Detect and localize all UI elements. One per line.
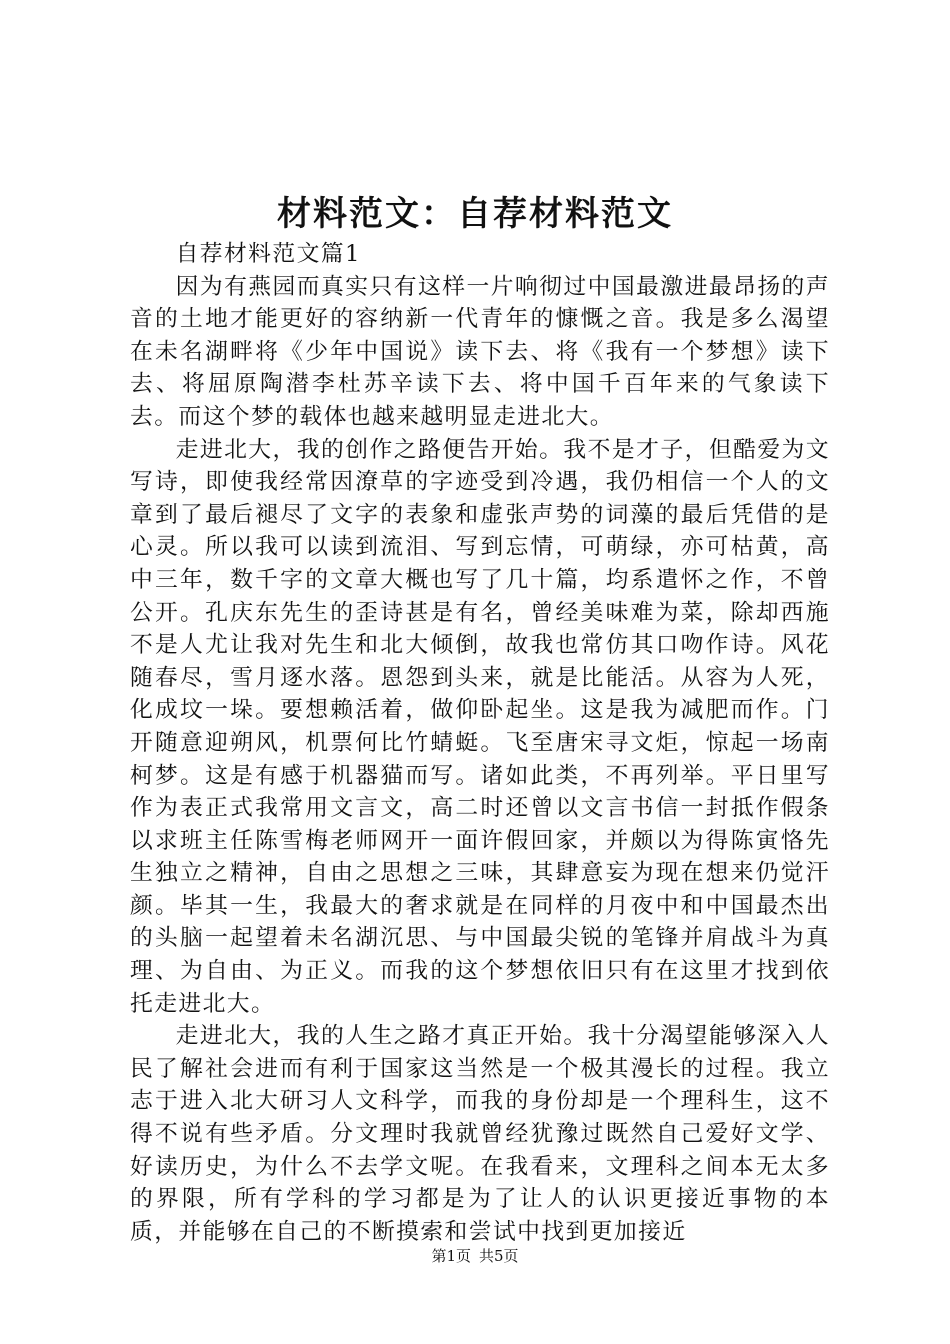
paragraph-1: 因为有燕园而真实只有这样一片响彻过中国最激进最昂扬的声音的土地才能更好的容纳新一代青年的慷慨之音。我是多么渴望在未名湖畔将《少年中国说》读下去、将《我有一个梦想》读下去、将屈原陶潜李杜苏辛读下去、将中国千百年来的气象读下去。而这个梦的载体也越来越明显走进北大。 bbox=[130, 273, 830, 430]
paragraph-3: 走进北大，我的人生之路才真正开始。我十分渴望能够深入人民了解社会进而有利于国家这当然是一个极其漫长的过程。我立志于进入北大研习人文科学，而我的身份却是一个理科生，这不得不说有些矛盾。分文理时我就曾经犹豫过既然自己爱好文学、好读历史，为什么不去学文呢。在我看来，文理科之间本无太多的界限，所有学科的学习都是为了让人的认识更接近事物的本质，并能够在自己的不断摸索和尝试中找到更加接近 bbox=[130, 1023, 830, 1245]
document-body bbox=[130, 238, 830, 1248]
page-footer bbox=[0, 1245, 950, 1266]
paragraph-2: 走进北大，我的创作之路便告开始。我不是才子，但酷爱为文写诗，即使我经常因潦草的字迹受到冷遇，我仍相信一个人的文章到了最后褪尽了文字的表象和虚张声势的词藻的最后凭借的是心灵。所以我可以读到流泪、写到忘情，可萌绿，亦可枯黄，高中三年，数千字的文章大概也写了几十篇，均系遣怀之作，不曾公开。孔庆东先生的歪诗甚是有名，曾经美味难为菜，除却西施不是人尤让我对先生和北大倾倒，故我也常仿其口吻作诗。风花随春尽，雪月逐水落。恩怨到头来，就是比能活。从容为人死，化成坟一垛。要想赖活着，做仰卧起坐。这是我为减肥而作。门开随意迎朔风，机票何比竹蜻蜓。飞至唐宋寻文炬，惊起一场南柯梦。这是有感于机器猫而写。诸如此类，不再列举。平日里写作为表正式我常用文言文，高二时还曾以文言书信一封抵作假条以求班主任陈雪梅老师网开一面许假回家，并颇以为得陈寅恪先生独立之精神，自由之思想之三味，其肆意妄为现在想来仍觉汗颜。毕其一生，我最大的奢求就是在同样的月夜中和中国最杰出的头脑一起望着未名湖沉思、与中国最尖锐的笔锋并肩战斗为真理、为自由、为正义。而我的这个梦想依旧只有在这里才找到依托走进北大。 bbox=[130, 436, 830, 1017]
section-heading: 自荐材料范文篇1 bbox=[175, 241, 361, 267]
page-total: 共5页 bbox=[479, 1247, 519, 1265]
page-number: 第1页 bbox=[431, 1247, 471, 1265]
document-title: 材料范文：自荐材料范文 bbox=[277, 194, 673, 234]
